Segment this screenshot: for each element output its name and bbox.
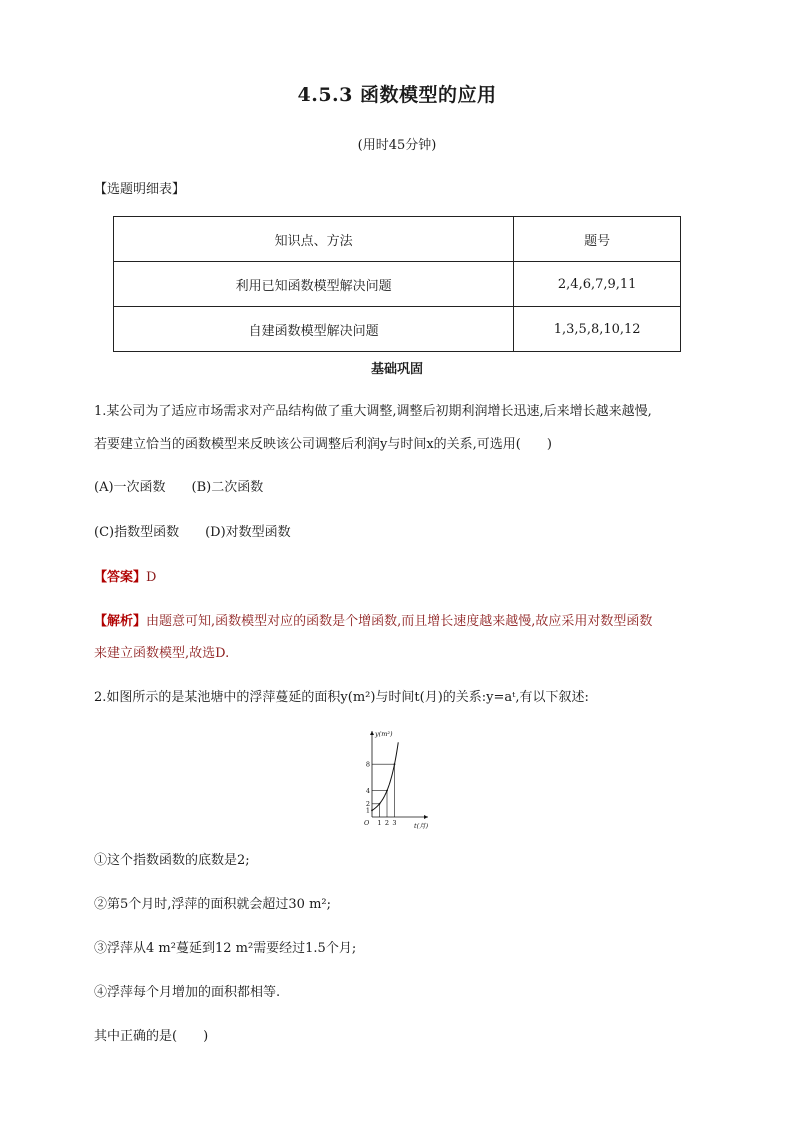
q1-analysis-line2: 来建立函数模型,故选D. [94, 646, 230, 661]
y-tick-label: 2 [365, 800, 370, 809]
growth-chart [360, 725, 435, 833]
analysis-text: 由题意可知,函数模型对应的函数是个增函数,而且增长速度越来越慢,故应采用对数型函数 [146, 614, 653, 629]
topic-table [113, 216, 681, 352]
x-tick-label: 2 [384, 819, 390, 827]
q2-statement-3: ③浮萍从4 m²蔓延到12 m²需要经过1.5个月; [94, 941, 357, 956]
analysis-label: 【解析】 [94, 614, 147, 629]
time-limit: (用时45分钟) [357, 138, 437, 153]
y-axis-label: y(m²) [375, 730, 393, 738]
answer-label: 【答案】 [94, 570, 147, 585]
y-tick-label: 1 [365, 806, 370, 815]
y-tick-label: 4 [365, 786, 370, 795]
q2-prompt: 其中正确的是( ) [94, 1029, 209, 1044]
x-axis-label: t(月) [414, 822, 429, 830]
data-point [394, 763, 396, 765]
q2-statement-4: ④浮萍每个月增加的面积都相等. [94, 985, 281, 1000]
x-tick-label: 3 [392, 819, 397, 827]
table-cell-questions: 2,4,6,7,9,11 [514, 262, 681, 307]
table-cell-questions: 1,3,5,8,10,12 [514, 307, 681, 352]
table-row [114, 307, 681, 352]
table-cell-topic: 自建函数模型解决问题 [114, 307, 514, 352]
q1-stem-line1: 1.某公司为了适应市场需求对产品结构做了重大调整,调整后初期利润增长迅速,后来增长越来越慢, [94, 404, 652, 419]
x-axis-arrow [424, 815, 428, 819]
table-row [114, 262, 681, 307]
q1-options-line2: (C)指数型函数 (D)对数型函数 [94, 525, 291, 540]
q1-analysis-line1 [94, 606, 652, 637]
q2-statement-2: ②第5个月时,浮萍的面积就会超过30 m²; [94, 897, 331, 912]
answer-value: D [146, 570, 157, 585]
table-header-question-number: 题号 [514, 217, 681, 262]
table-header-row [114, 217, 681, 262]
table-header-topic: 知识点、方法 [114, 217, 514, 262]
data-point [379, 803, 381, 805]
y-axis-arrow [370, 731, 374, 735]
selection-table-label: 【选题明细表】 [94, 182, 186, 197]
q1-options-line1: (A)一次函数 (B)二次函数 [94, 480, 264, 495]
x-tick-label: 1 [377, 819, 382, 827]
data-point [386, 790, 388, 792]
q1-stem-line2: 若要建立恰当的函数模型来反映该公司调整后利润y与时间x的关系,可选用( ) [94, 437, 552, 452]
data-point [371, 810, 373, 812]
section-heading: 基础巩固 [370, 362, 423, 377]
y-tick-label: 8 [365, 760, 370, 769]
origin-label: O [364, 819, 370, 827]
q2-stem: 2.如图所示的是某池塘中的浮萍蔓延的面积y(m²)与时间t(月)的关系:y=aᵗ,有以下叙述: [94, 690, 589, 705]
q1-answer [94, 562, 156, 593]
page-title: 4.5.3 函数模型的应用 [297, 84, 497, 106]
table-cell-topic: 利用已知函数模型解决问题 [114, 262, 514, 307]
q2-statement-1: ①这个指数函数的底数是2; [94, 853, 250, 868]
